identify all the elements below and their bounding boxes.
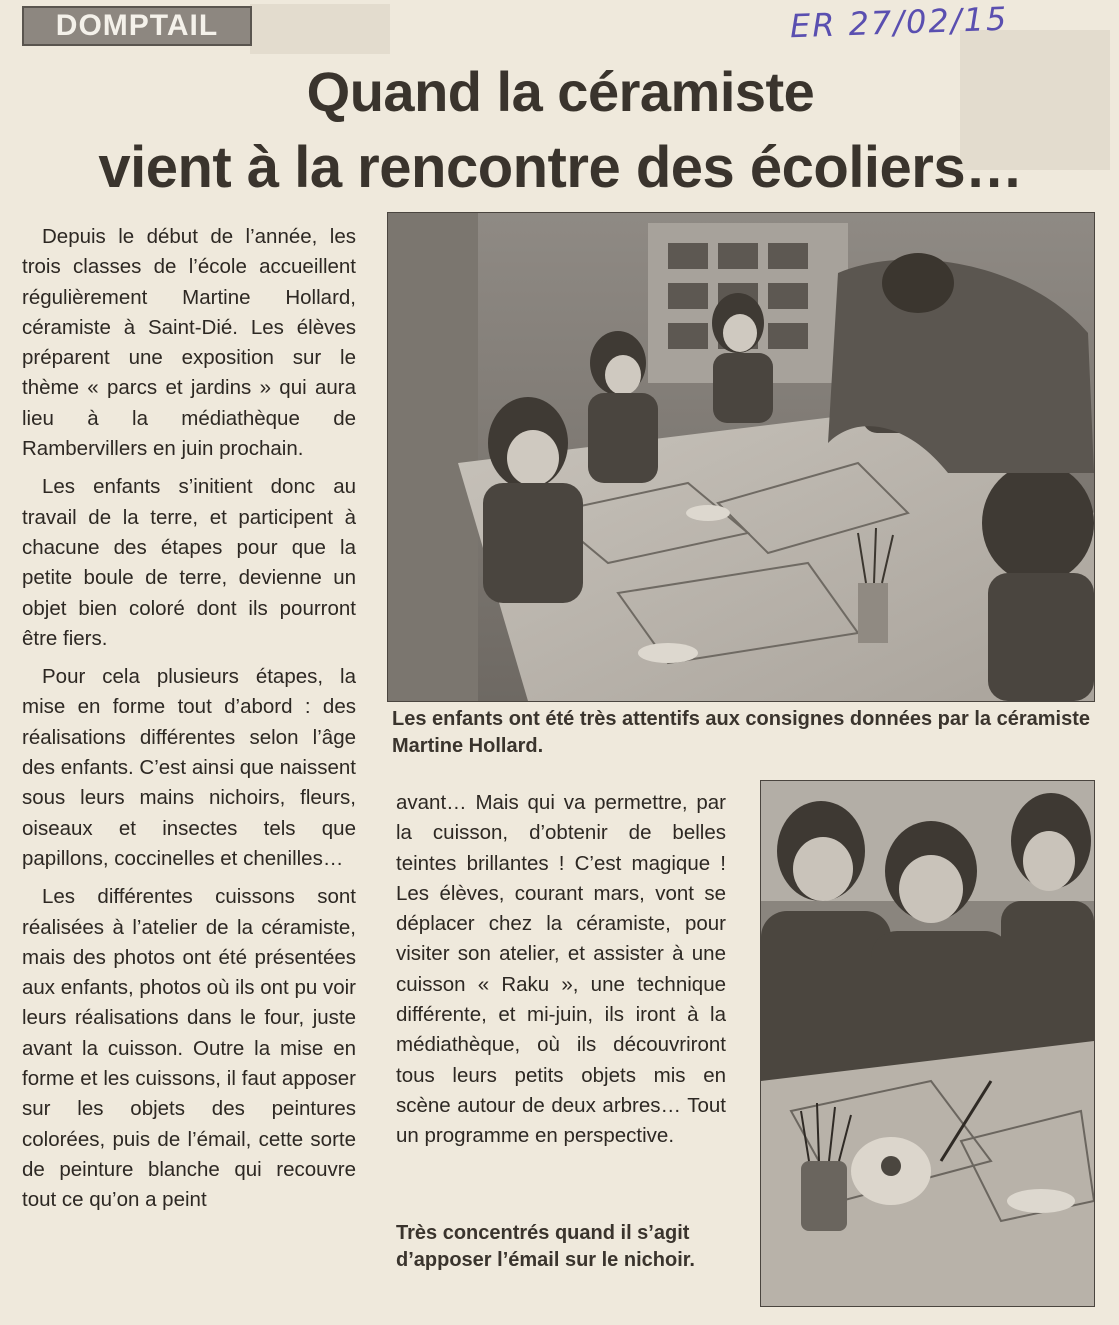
bleed-through-top-left bbox=[250, 4, 390, 54]
headline bbox=[18, 56, 1103, 204]
article-column-right bbox=[396, 788, 726, 1160]
article-paragraph-3: Pour cela plusieurs étapes, la mise en forme tout d’abord : des réalisations différentes selon l’âge des enfants. C’est ainsi que naissent sous leurs mains nichoirs, fleurs, oiseaux et insectes tels que papillons, coccinelles et chenilles… bbox=[22, 665, 356, 870]
headline-line-2: vient à la rencontre des écoliers… bbox=[98, 135, 1023, 200]
caption-classroom-photo: Les enfants ont été très attentifs aux consignes données par la céramiste Martine Hollard. bbox=[392, 708, 1090, 757]
article-paragraph-5: avant… Mais qui va permettre, par la cuisson, d’obtenir de belles teintes brillantes ! C’est magique ! Les élèves, courant mars, vont se déplacer chez la céramiste, pour visiter son atelier, et assister à une cuisson « Raku », une technique différente, et mi-juin, ils iront à la médiathèque, où ils découvriront tous leurs petits objets mis en scène autour de deux arbres… Tout un programme en perspective. bbox=[396, 791, 726, 1148]
section-tag: DOMPTAIL bbox=[22, 6, 252, 46]
handwritten-date-note: ER 27/02/15 bbox=[789, 0, 1009, 46]
article-paragraph-4: Les différentes cuissons sont réalisées à l’atelier de la céramiste, mais des photos ont été présentées aux enfants, photos où ils ont pu voir leurs réalisations dans le four, juste avant la cuisson. Outre la mise en forme et les cuissons, il faut apposer sur les objets des peintures colorées, puis de l’émail, cette sorte de peinture blanche qui recouvre tout ce qu’on a peint bbox=[22, 885, 356, 1212]
photo-children-glazing bbox=[760, 780, 1095, 1307]
article-column-left bbox=[22, 222, 356, 1224]
photo-classroom-ceramics-image bbox=[388, 213, 1094, 701]
photo-children-glazing-image bbox=[761, 781, 1094, 1306]
headline-line-1: Quand la céramiste bbox=[306, 60, 815, 123]
article-paragraph-1: Depuis le début de l’année, les trois classes de l’école accueillent régulièrement Martine Hollard, céramiste à Saint-Dié. Les élèves préparent une exposition sur le thème « parcs et jardins » qui aura lieu à la médiathèque de Rambervillers en juin prochain. bbox=[22, 225, 356, 461]
photo-classroom-ceramics bbox=[387, 212, 1095, 702]
caption-glazing-photo: Très concentrés quand il s’agit d’apposer l’émail sur le nichoir. bbox=[396, 1222, 695, 1271]
article-paragraph-2: Les enfants s’initient donc au travail de la terre, et participent à chacune des étapes pour que la petite boule de terre, devienne un objet bien coloré dont ils pourront être fiers. bbox=[22, 475, 356, 650]
